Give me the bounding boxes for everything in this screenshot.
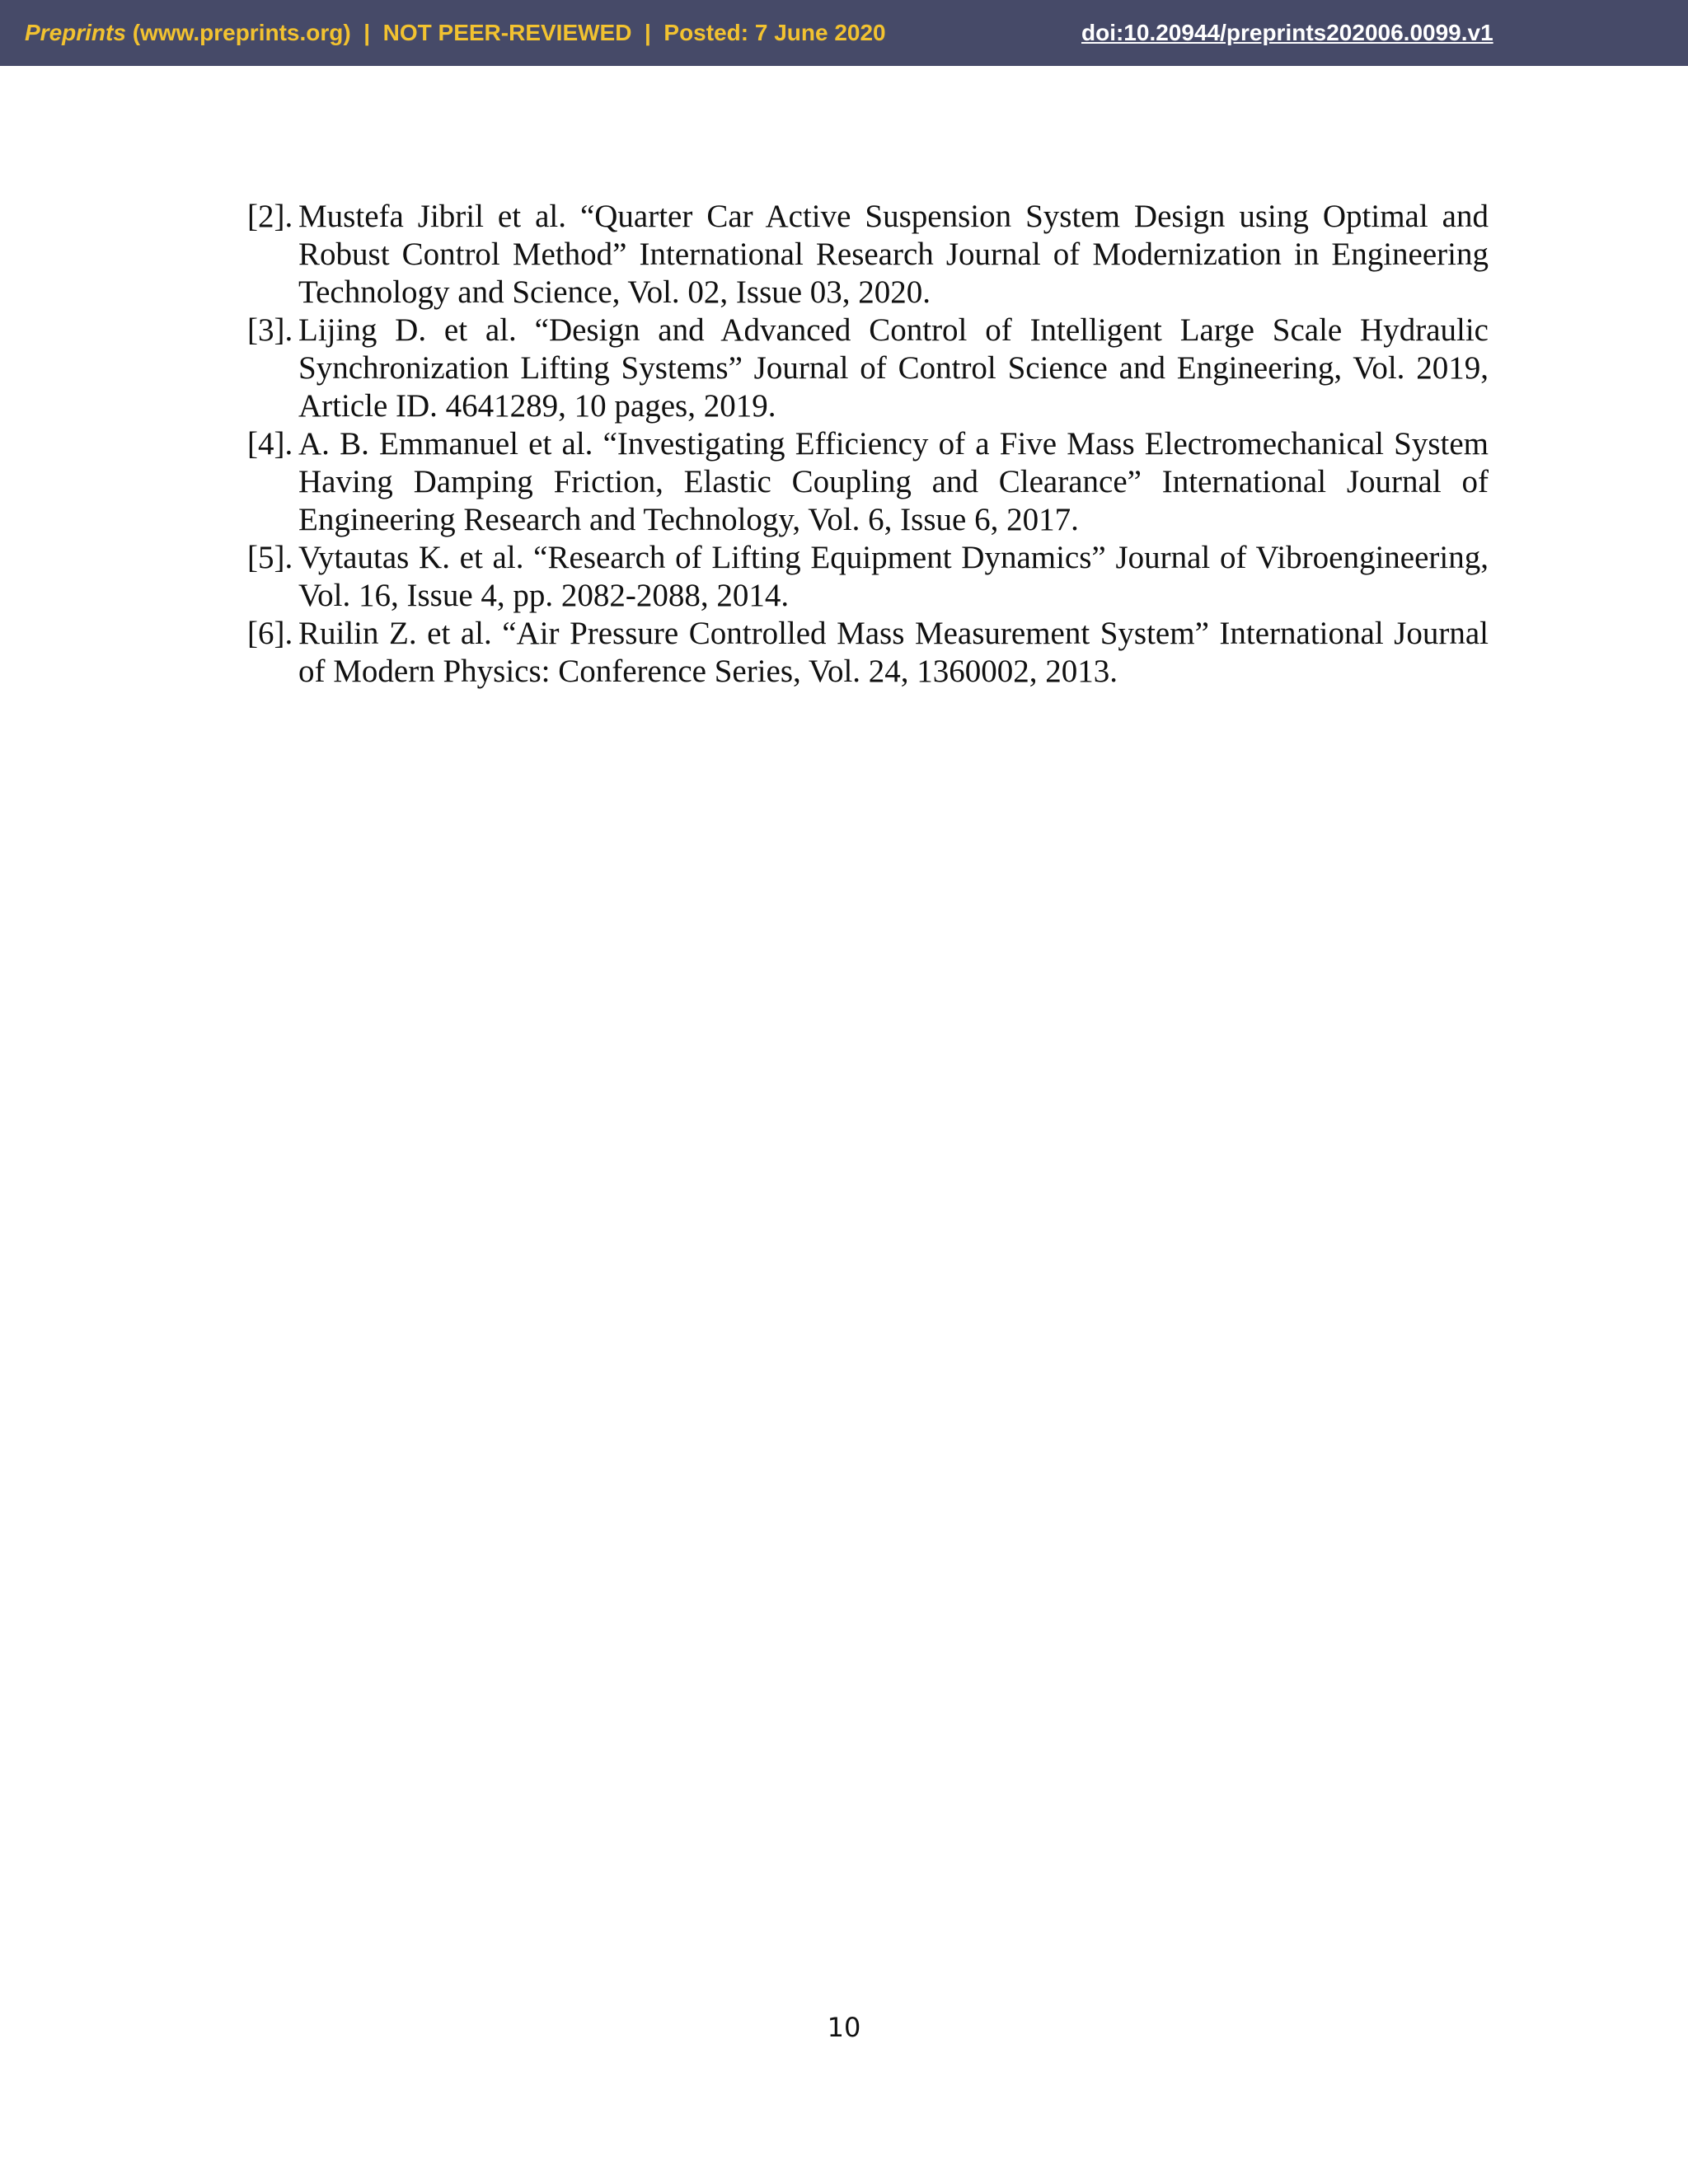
banner-peer-status: NOT PEER-REVIEWED — [382, 20, 632, 45]
banner-separator: | — [631, 20, 664, 45]
banner-separator: | — [350, 20, 383, 45]
reference-number: [2]. — [247, 199, 293, 234]
banner-posted-date: Posted: 7 June 2020 — [663, 20, 886, 45]
reference-item — [247, 312, 1489, 425]
banner-info — [25, 16, 886, 49]
reference-number: [3]. — [247, 312, 293, 348]
reference-item — [247, 425, 1489, 539]
banner-site: (www.preprints.org) — [125, 20, 351, 45]
preprints-banner — [0, 0, 1688, 66]
reference-number: [4]. — [247, 426, 293, 462]
doi-link[interactable]: doi:10.20944/preprints202006.0099.v1 — [1081, 20, 1493, 45]
reference-text: Vytautas K. et al. “Research of Lifting Equipment Dynamics” Journal of Vibroengineering, Vol. 16, Issue 4, pp. 2082-2088, 2014. — [298, 540, 1489, 613]
reference-text: Ruilin Z. et al. “Air Pressure Controlled Mass Measurement System” International Journal of Modern Physics: Conference Series, Vol. 24, 1360002, 2013. — [298, 616, 1489, 689]
reference-number: [6]. — [247, 616, 293, 651]
reference-item — [247, 198, 1489, 312]
reference-text: Lijing D. et al. “Design and Advanced Control of Intelligent Large Scale Hydraulic Synchronization Lifting Systems” Journal of Control Science and Engineering, Vol. 2019, Article ID. 4641289, 10 pages, 2019. — [298, 312, 1489, 424]
reference-list — [247, 198, 1489, 691]
reference-text: Mustefa Jibril et al. “Quarter Car Active Suspension System Design using Optimal and Robust Control Method” International Research Journal of Modernization in Engineering Technology and Science, Vol. 02, Issue 03, 2020. — [298, 199, 1489, 310]
page-number: 10 — [827, 2012, 861, 2043]
banner-brand: Preprints — [25, 20, 126, 45]
reference-number: [5]. — [247, 540, 293, 575]
reference-item — [247, 615, 1489, 691]
reference-item — [247, 539, 1489, 615]
reference-text: A. B. Emmanuel et al. “Investigating Efficiency of a Five Mass Electromechanical System Having Damping Friction, Elastic Coupling and Clearance” International Journal of Engineering Research and Technology, Vol. 6, Issue 6, 2017. — [298, 426, 1489, 537]
